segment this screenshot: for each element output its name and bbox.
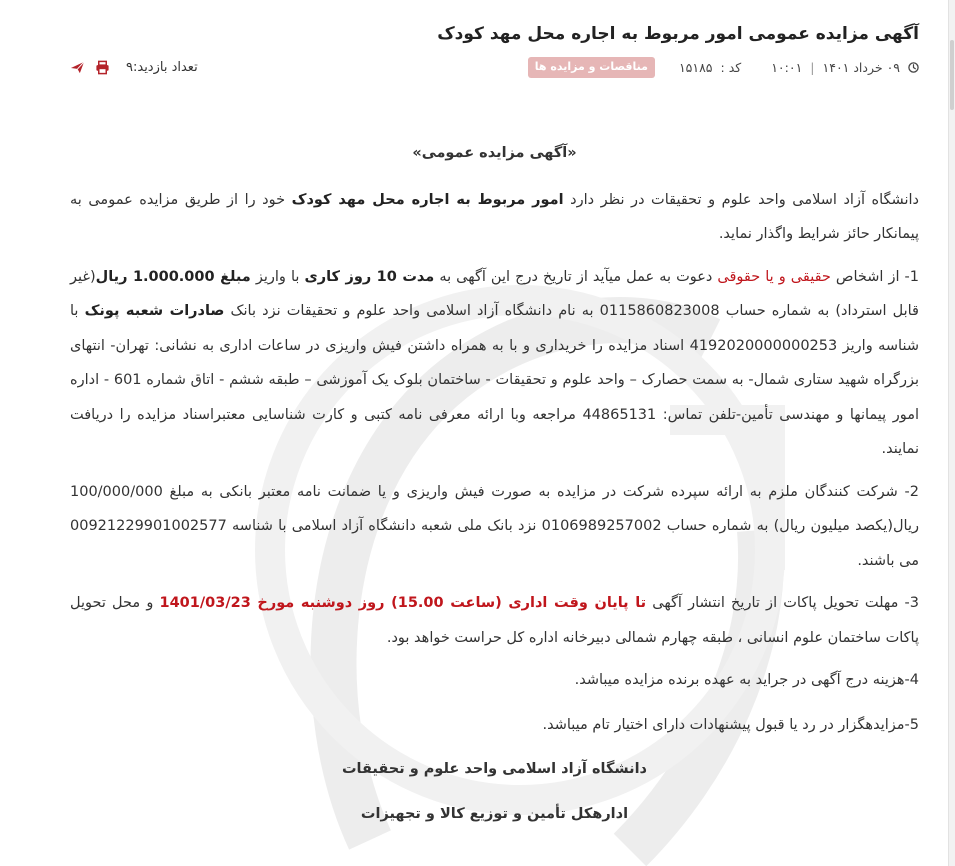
article-body bbox=[70, 136, 919, 831]
paragraph-1 bbox=[70, 260, 919, 467]
signature-department: ادارهکل تأمین و توزیع کالا و تجهیزات bbox=[360, 805, 629, 822]
p1-highlight: حقیقی و یا حقوقی bbox=[717, 268, 831, 285]
post-time: ۱۰:۰۱ bbox=[771, 59, 803, 75]
article-heading: «آگهی مزایده عمومی» bbox=[412, 145, 577, 161]
post-date: ۰۹ خرداد ۱۴۰۱ bbox=[822, 59, 900, 75]
signature-university: دانشگاه آزاد اسلامی واحد علوم و تحقیقات bbox=[341, 761, 648, 777]
visit-count-value: ۹ bbox=[126, 59, 133, 75]
meta-separator: | bbox=[810, 59, 815, 75]
paragraph-5: 5-مزایدهگزار در رد یا قبول پیشنهادات دارای اختیار تام میباشد. bbox=[542, 716, 919, 733]
code-label: کد : bbox=[720, 59, 742, 75]
category-badge[interactable]: مناقصات و مزایده ها bbox=[528, 57, 655, 78]
visit-count bbox=[126, 60, 198, 75]
p3-text-1: 3- مهلت تحویل پاکات از تاریخ انتشار آگهی bbox=[646, 595, 919, 611]
p1-amount: مبلغ 1.000.000 ریال bbox=[95, 268, 251, 285]
p1-text-1: 1- از اشخاص bbox=[830, 268, 920, 285]
intro-text-2: خود را از طریق مزایده عمومی به پیمانکار حائز شرایط واگذار نماید. bbox=[70, 191, 919, 242]
p3-deadline: تا پایان وقت اداری (ساعت 15.00) روز دوشنبه مورخ 1401/03/23 bbox=[159, 595, 647, 611]
print-icon[interactable] bbox=[95, 60, 110, 75]
scrollbar[interactable] bbox=[948, 0, 955, 866]
send-icon[interactable] bbox=[70, 60, 85, 75]
toolbar bbox=[70, 56, 198, 78]
paragraph-3 bbox=[70, 586, 919, 655]
intro-paragraph bbox=[70, 183, 919, 252]
p3-text-2: و محل تحویل پاکات ساختمان علوم انسانی ، طبقه چهارم شمالی دبیرخانه اداره کل حراست خواهد بود. bbox=[70, 595, 919, 646]
p1-duration: مدت 10 روز کاری bbox=[304, 268, 435, 285]
clock-icon bbox=[908, 62, 919, 73]
page-title: آگهی مزایده عمومی امور مربوط به اجاره محل مهد کودک bbox=[437, 24, 919, 44]
p1-text-3: با واریز bbox=[250, 268, 305, 285]
scrollbar-thumb[interactable] bbox=[950, 40, 954, 110]
post-meta bbox=[528, 56, 919, 78]
paragraph-4: 4-هزینه درج آگهی در جراید به عهده برنده مزایده میباشد. bbox=[574, 672, 919, 688]
p1-text-2: دعوت به عمل میآید از تاریخ درج این آگهی به bbox=[434, 268, 718, 285]
p1-bank-branch: صادرات شعبه پونک bbox=[84, 303, 225, 319]
p1-text-5: با شناسه واریز 4192020000000253 اسناد مزایده را خریداری و با به همراه داشتن فیش واریزی در ساعات اداری به نشانی: تهران- انتهای بزرگراه شهید ستاری شمال- به سمت حصارک – واحد علوم و تحقیقات - ساختمان بلوک یک آموزشی – طبقه ششم - اتاق شماره 601 - اداره امور پیمانها و مهندسی تأمین-تلفن تماس: 44865131 مراجعه وبا ارائه معرفی نامه کتبی و کارت شناسایی معتبراسناد مزایده را دریافت نمایند. bbox=[70, 303, 919, 457]
code-value: ۱۵۱۸۵ bbox=[678, 59, 713, 75]
intro-bold-subject: امور مربوط به اجاره محل مهد کودک bbox=[291, 191, 564, 208]
visit-count-label: تعداد بازدید: bbox=[132, 59, 198, 75]
paragraph-2: 2- شرکت کنندگان ملزم به ارائه سپرده شرکت در مزایده به صورت فیش واریزی و یا ضمانت نامه معتبر بانکی به مبلغ 100/000/000 ریال(یکصد میلیون ریال) به شماره حساب 0106989257002 نزد بانک ملی شعبه دانشگاه آزاد اسلامی با شناسه 00921229901002577 می باشند. bbox=[70, 483, 919, 569]
p1-text-4: (غیر قابل استرداد) به شماره حساب 0115860823008 به نام دانشگاه آزاد اسلامی واحد علوم و تحقیقات نزد بانک bbox=[70, 268, 919, 319]
intro-text-1: دانشگاه آزاد اسلامی واحد علوم و تحقیقات در نظر دارد bbox=[563, 191, 919, 208]
